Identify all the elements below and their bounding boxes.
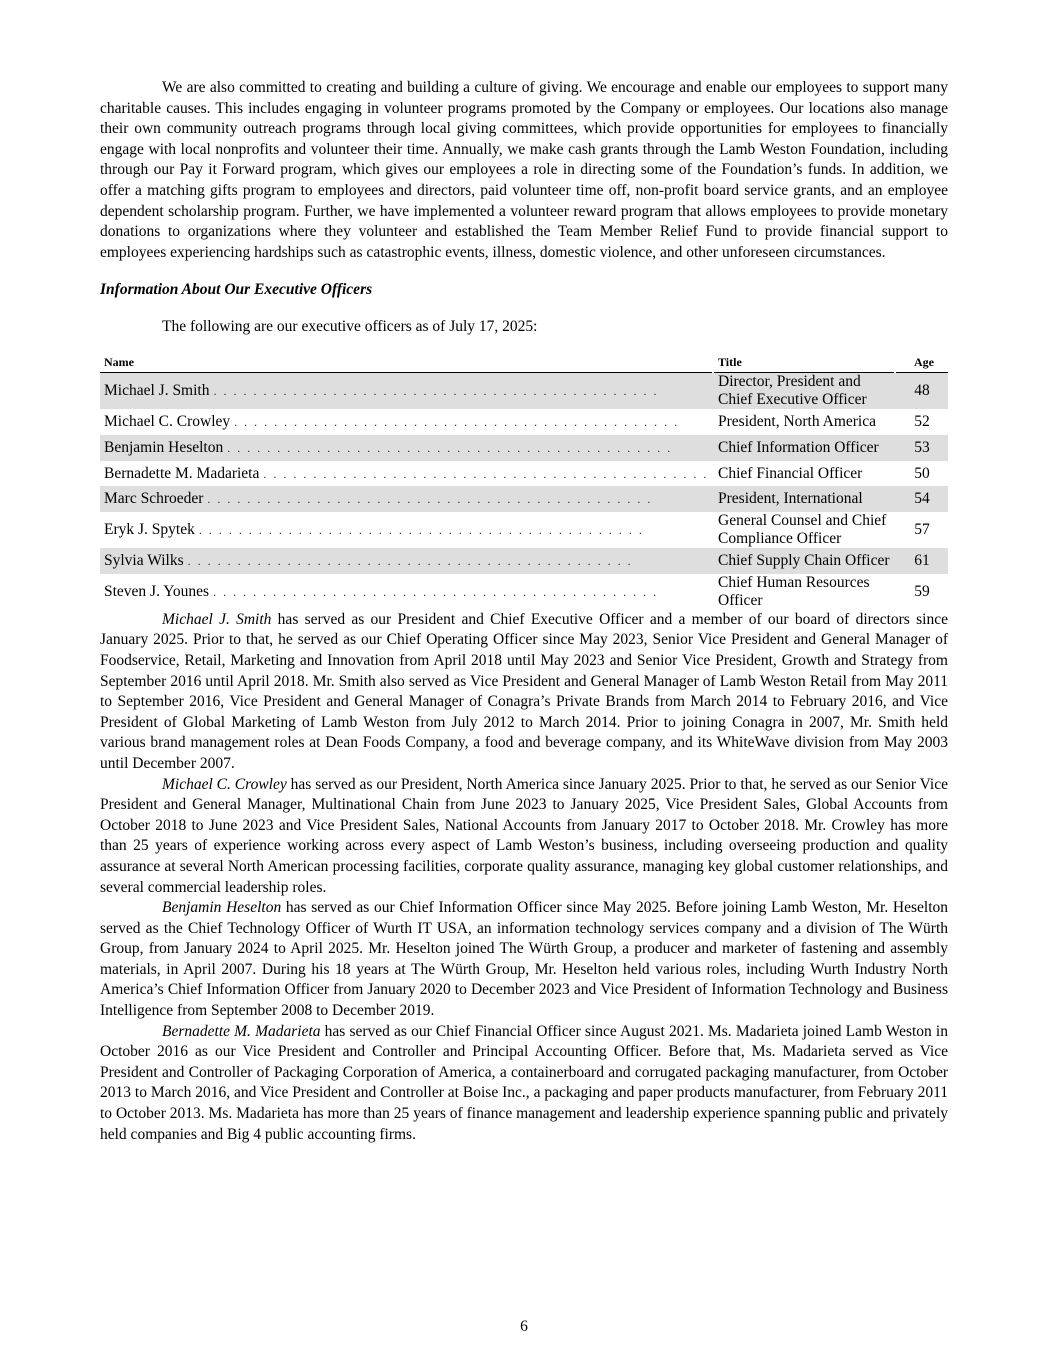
bio-text: has served as our Chief Information Officer since May 2025. Before joining Lamb Weston, Mr. Heselton served as the Chief Technology Officer of Wurth IT USA, an information technology services company and a division of The Würth Group, from January 2024 to April 2025. Mr. Heselton joined The Würth Group, a producer and marketer of fastening and assembly materials, in April 2007. During his 18 years at The Würth Group, Mr. Heselton held various roles, including Wurth Industry North America’s Chief Information Officer from January 2020 to December 2023 and Vice President of Information Technology and Business Intelligence from September 2008 to December 2019. <box>100 899 948 1020</box>
officer-name: Bernadette M. Madarieta <box>104 464 260 482</box>
officer-name: Michael J. Smith <box>104 382 210 400</box>
officer-title: Director, President and Chief Executive Officer <box>714 373 894 410</box>
officer-name: Benjamin Heselton <box>104 438 224 456</box>
table-header-row <box>100 355 948 373</box>
table-row <box>100 409 948 435</box>
executive-officers-table <box>100 355 948 609</box>
officer-name: Marc Schroeder <box>104 490 204 508</box>
officer-age: 59 <box>914 582 930 600</box>
officer-title: Chief Human Resources Officer <box>718 573 870 609</box>
table-row <box>100 373 948 410</box>
officer-age: 48 <box>896 373 948 410</box>
bio-name: Bernadette M. Madarieta <box>162 1022 321 1040</box>
officer-name: Steven J. Younes <box>104 582 210 600</box>
officer-title: President, International <box>714 486 894 512</box>
page-number: 6 <box>520 1318 528 1335</box>
bio-paragraph <box>100 610 948 775</box>
officer-title: Chief Supply Chain Officer <box>714 548 894 574</box>
bio-text: has served as our President, North America since January 2025. Prior to that, he served as our Senior Vice President and General Manager, Multinational Chain from June 2023 to January 2025, Vice President Sales, Global Accounts from October 2018 to June 2023 and Vice President Sales, National Accounts from January 2017 to October 2018. Mr. Crowley has more than 25 years of experience working across every aspect of Lamb Weston’s business, including overseeing production and quality assurance at several North American processing facilities, corporate quality assurance, managing key global customer relationships, and several commercial leadership roles. <box>100 775 948 896</box>
table-intro: The following are our executive officers as of July 17, 2025: <box>162 318 538 336</box>
officer-name: Michael C. Crowley <box>104 413 231 431</box>
table-row <box>100 486 948 512</box>
bio-paragraph <box>100 898 948 1022</box>
table-row <box>100 512 948 548</box>
document-page <box>100 78 948 1145</box>
header-age: Age <box>896 355 948 373</box>
bio-name: Michael C. Crowley <box>162 775 287 793</box>
officer-age: 54 <box>896 486 948 512</box>
officer-title: Chief Financial Officer <box>718 464 863 482</box>
table-row <box>100 435 948 461</box>
officer-title: General Counsel and Chief Compliance Officer <box>718 512 887 548</box>
officer-age: 57 <box>914 521 930 539</box>
bio-text: has served as our Chief Financial Officer since August 2021. Ms. Madarieta joined Lamb Weston in October 2016 as our Vice President and Controller and Principal Accounting Officer. Before that, Ms. Madarieta served as Vice President and Controller of Packaging Corporation of America, a containerboard and corrugated packaging manufacturer, from October 2013 to March 2016, and Vice President and Controller at Boise Inc., a packaging and paper products manufacturer, from February 2011 to October 2013. Ms. Madarieta has more than 25 years of finance management and leadership experience spanning public and privately held companies and Big 4 public accounting firms. <box>100 1022 948 1143</box>
header-title: Title <box>714 355 894 373</box>
officer-age: 53 <box>896 435 948 461</box>
officer-title: Chief Information Officer <box>714 435 894 461</box>
officer-age: 52 <box>914 413 930 431</box>
bio-paragraph <box>100 775 948 899</box>
bio-name: Benjamin Heselton <box>162 899 282 917</box>
officer-title: President, North America <box>718 413 876 431</box>
bio-paragraph <box>100 1022 948 1146</box>
table-row <box>100 461 948 487</box>
officer-age: 50 <box>914 464 930 482</box>
officer-name: Sylvia Wilks <box>104 551 184 569</box>
bio-name: Michael J. Smith <box>162 610 272 628</box>
section-heading: Information About Our Executive Officers <box>100 281 373 299</box>
officer-name: Eryk J. Spytek <box>104 521 195 539</box>
officer-age: 61 <box>896 548 948 574</box>
table-row <box>100 548 948 574</box>
header-name: Name <box>100 355 712 373</box>
bio-text: has served as our President and Chief Executive Officer and a member of our board of directors since January 2025. Prior to that, he served as our Chief Operating Officer since May 2023, Senior Vice President and General Manager of Foodservice, Retail, Marketing and Innovation from April 2018 until May 2023 and Senior Vice President, Growth and Strategy from September 2016 until April 2018. Mr. Smith also served as Vice President and General Manager of Lamb Weston Retail from May 2011 to September 2016, Vice President and General Manager of Conagra’s Private Brands from March 2014 to February 2016, and Vice President of Global Marketing of Lamb Weston from July 2012 to March 2014. Prior to joining Conagra in 2007, Mr. Smith held various brand management roles at Dean Foods Company, a food and beverage company, and its WhiteWave division from May 2003 until December 2007. <box>100 610 948 772</box>
table-row <box>100 574 948 610</box>
giving-paragraph: We are also committed to creating and building a culture of giving. We encourage and enable our employees to support many charitable causes. This includes engaging in volunteer programs promoted by the Company or employees. Our locations also manage their own community outreach programs through local giving committees, which provide opportunities for employees to financially engage with local nonprofits and volunteer their time. Annually, we make cash grants through the Lamb Weston Foundation, including through our Pay it Forward program, which gives our employees a role in directing some of the Foundation’s funds. In addition, we offer a matching gifts program to employees and directors, paid volunteer time off, non-profit board service grants, and an employee dependent scholarship program. Further, we have implemented a volunteer reward program that allows employees to provide monetary donations to organizations where they volunteer and established the Team Member Relief Fund to provide financial support to employees experiencing hardships such as catastrophic events, illness, domestic violence, and other unforeseen circumstances. <box>100 79 948 261</box>
